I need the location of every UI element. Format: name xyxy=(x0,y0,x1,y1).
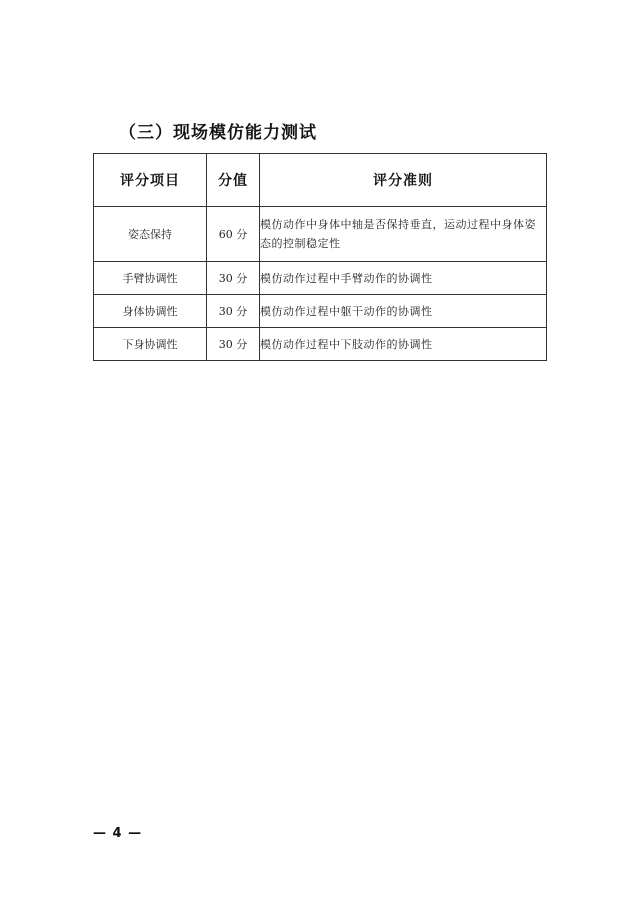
cell-score: 30 分 xyxy=(207,328,260,361)
cell-item: 身体协调性 xyxy=(94,295,207,328)
table-row xyxy=(94,328,547,361)
cell-criteria: 模仿动作过程中下肢动作的协调性 xyxy=(260,328,547,361)
cell-item: 手臂协调性 xyxy=(94,262,207,295)
cell-criteria: 模仿动作过程中手臂动作的协调性 xyxy=(260,262,547,295)
header-scoring-criteria: 评分准则 xyxy=(260,154,547,207)
cell-score: 60 分 xyxy=(207,207,260,262)
cell-score: 30 分 xyxy=(207,295,260,328)
cell-score: 30 分 xyxy=(207,262,260,295)
table-row xyxy=(94,207,547,262)
header-scoring-item: 评分项目 xyxy=(94,154,207,207)
cell-item: 下身协调性 xyxy=(94,328,207,361)
section-heading: （三）现场模仿能力测试 xyxy=(119,123,317,143)
cell-criteria: 模仿动作过程中躯干动作的协调性 xyxy=(260,295,547,328)
page-number: — 4 — xyxy=(93,826,143,841)
header-score-value: 分值 xyxy=(207,154,260,207)
cell-criteria: 模仿动作中身体中轴是否保持垂直，运动过程中身体姿态的控制稳定性 xyxy=(260,207,547,262)
table-header-row xyxy=(94,154,547,207)
scoring-table xyxy=(93,153,547,361)
cell-item: 姿态保持 xyxy=(94,207,207,262)
table-row xyxy=(94,262,547,295)
table-row xyxy=(94,295,547,328)
